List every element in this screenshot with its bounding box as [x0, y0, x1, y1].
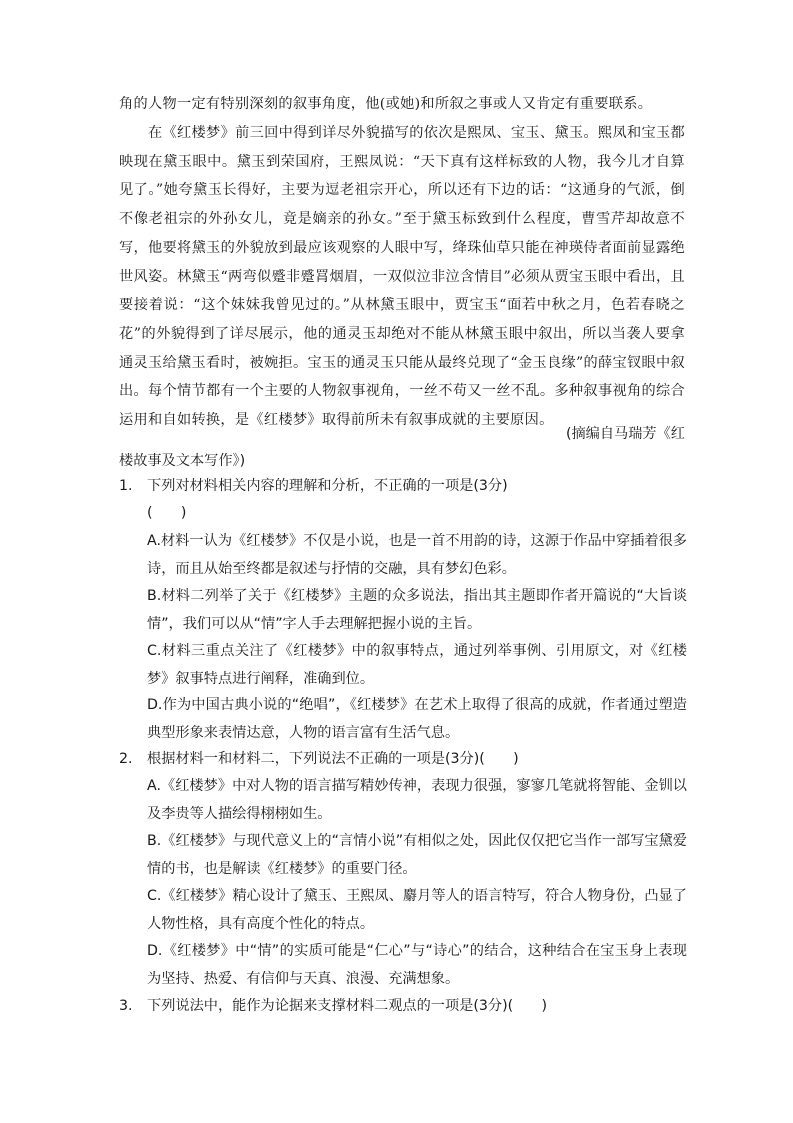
question-1-option-d: D.作为中国古典小说的“绝唱”，《红楼梦》在艺术上取得了很高的成就，作者通过塑造典型形象来表情达意，人物的语言富有生活气息。	[147, 697, 687, 741]
question-2-option-c: C.《红楼梦》精心设计了黛玉、王熙凤、麝月等人的语言特写，符合人物身份，凸显了人物性格，具有高度个性化的特点。	[147, 888, 687, 932]
source-line-2: 楼故事及文本写作》)	[119, 453, 246, 469]
question-stem: 下列说法中，能作为论据来支撑材料二观点的一项是(3分)( )	[147, 998, 548, 1014]
question-1	[119, 473, 685, 527]
question-number: 3.	[119, 998, 133, 1014]
question-number: 1.	[119, 478, 133, 494]
source-line-1: (摘编自马瑞芳《红	[565, 426, 685, 442]
question-2-option-d: D.《红楼梦》中“情”的实质可能是“仁心”与“诗心”的结合，这种结合在宝玉身上表现为坚持、热爱、有信仰与天真、浪漫、充满想象。	[147, 943, 687, 987]
question-2-option-a: A.《红楼梦》中对人物的语言描写精妙传神，表现力很强，寥寥几笔就将智能、金钏以及李贵等人描绘得栩栩如生。	[147, 778, 687, 822]
question-stem: 根据材料一和材料二，下列说法不正确的一项是(3分)( )	[147, 751, 519, 767]
question-1-option-b: B.材料二列举了关于《红楼梦》主题的众多说法，指出其主题即作者开篇说的“大旨谈情”，我们可以从“情”字人手去理解把握小说的主旨。	[147, 588, 687, 632]
question-stem: 下列对材料相关内容的理解和分析，不正确的一项是(3分)	[147, 478, 508, 494]
answer-blank: ( )	[147, 505, 187, 521]
question-3	[119, 993, 685, 1020]
passage-paragraph-1: 角的人物一定有特别深刻的叙事角度，他(或她)和所叙之事或人又肯定有重要联系。	[119, 96, 653, 112]
question-number: 2.	[119, 751, 133, 767]
question-2	[119, 746, 685, 773]
question-1-option-a: A.材料一认为《红楼梦》不仅是小说，也是一首不用韵的诗，这源于作品中穿插着很多诗，而且从始至终都是叙述与抒情的交融，具有梦幻色彩。	[147, 533, 687, 577]
source-citation	[119, 421, 685, 475]
question-2-option-b: B.《红楼梦》与现代意义上的“言情小说”有相似之处，因此仅仅把它当作一部写宝黛爱情的书，也是解读《红楼梦》的重要门径。	[147, 833, 687, 877]
passage-paragraph-2: 在《红楼梦》前三回中得到详尽外貌描写的依次是熙凤、宝玉、黛玉。熙凤和宝玉都映现在黛玉眼中。黛玉到荣国府，王熙凤说：“天下真有这样标致的人物，我今儿才自算见了。”她夸黛玉长得好，主要为逗老祖宗开心，所以还有下边的话：“这通身的气派，倒不像老祖宗的外孙女儿，竟是嫡亲的孙女。”至于黛玉标致到什么程度，曹雪芹却故意不写，他要将黛玉的外貌放到最应该观察的人眼中写，绛珠仙草只能在神瑛侍者面前显露绝世风姿。林黛玉“两弯似蹙非蹙罥烟眉，一双似泣非泣含情目”必须从贾宝玉眼中看出，且要接着说：“这个妹妹我曾见过的。”从林黛玉眼中，贾宝玉“面若中秋之月，色若春晓之花”的外貌得到了详尽展示，他的通灵玉却绝对不能从林黛玉眼中叙出，所以当袭人要拿通灵玉给黛玉看时，被婉拒。宝玉的通灵玉只能从最终兑现了“金玉良缘”的薛宝钗眼中叙出。每个情节都有一个主要的人物叙事视角，一丝不苟又一丝不乱。多种叙事视角的综合运用和自如转换，是《红楼梦》取得前所未有叙事成就的主要原因。	[119, 125, 685, 429]
question-1-option-c: C.材料三重点关注了《红楼梦》中的叙事特点，通过列举事例、引用原文，对《红楼梦》叙事特点进行阐释，准确到位。	[147, 643, 687, 687]
